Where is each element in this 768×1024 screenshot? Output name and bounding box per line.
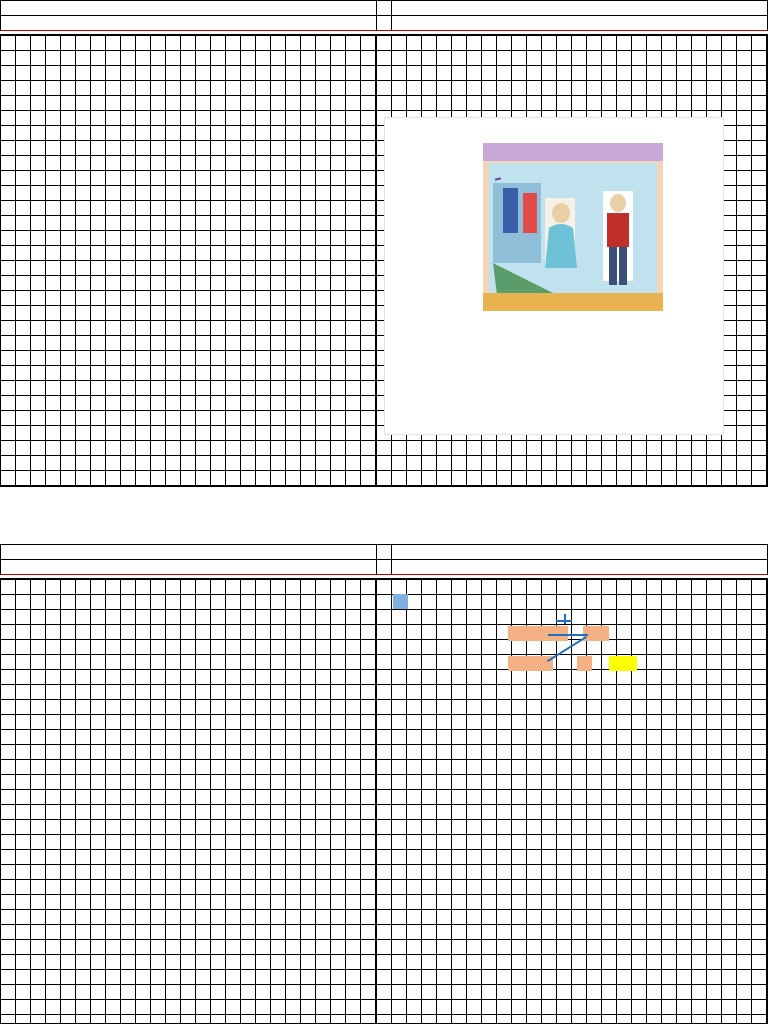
- worksheet-monday-tables: [0, 0, 392, 487]
- rule-result-cell: [609, 656, 637, 671]
- textbook-image: [384, 117, 724, 435]
- author-name: [376, 544, 768, 560]
- date-header: [376, 559, 768, 575]
- author-name: [376, 0, 768, 16]
- rule-cell: [577, 656, 592, 671]
- arrow-icon: [548, 634, 588, 636]
- date-header: [0, 15, 392, 31]
- grid-paper: [0, 34, 392, 487]
- worksheet-tuesday-tables: [0, 544, 392, 1024]
- date-header: [376, 15, 768, 31]
- worksheet-tuesday-percentages: [376, 544, 768, 1024]
- grid-paper: [0, 578, 392, 1024]
- store-illustration: [483, 143, 663, 311]
- date-header: [0, 559, 392, 575]
- problem-marker: [393, 594, 408, 609]
- worksheet-monday-percentages: [376, 0, 768, 487]
- arrow-icon: [564, 614, 566, 624]
- arrow-icon: [556, 620, 572, 622]
- rule-cell: [508, 656, 553, 671]
- author-name: [0, 544, 392, 560]
- author-name: [0, 0, 392, 16]
